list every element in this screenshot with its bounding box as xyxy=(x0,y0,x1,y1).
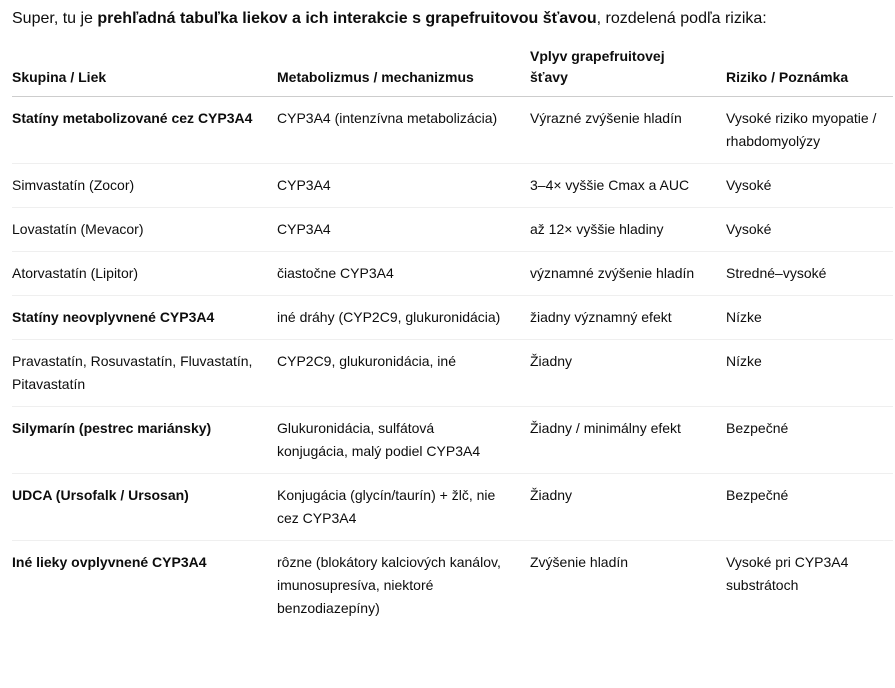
table-row xyxy=(12,340,893,407)
table-cell-effect: Žiadny xyxy=(530,340,726,407)
column-header-metabolism: Metabolizmus / mechanizmus xyxy=(277,40,530,97)
table-header-row xyxy=(12,40,893,97)
table-cell-effect: 3–4× vyššie Cmax a AUC xyxy=(530,164,726,208)
table-cell-risk: Bezpečné xyxy=(726,407,893,474)
table-cell-effect: Zvýšenie hladín xyxy=(530,554,629,570)
table-cell-group: Simvastatín (Zocor) xyxy=(12,164,277,208)
table-cell-group: Statíny neovplyvnené CYP3A4 xyxy=(12,296,277,340)
table-row xyxy=(12,164,893,208)
table-cell-metabolism: CYP3A4 xyxy=(277,208,530,252)
table-cell-effect: Žiadny xyxy=(530,474,726,541)
table-cell-metabolism: Konjugácia (glycín/taurín) + žlč, nie cez CYP3A4 xyxy=(277,474,530,541)
table-cell-group: UDCA (Ursofalk / Ursosan) xyxy=(12,474,277,541)
table-cell-effect: Výrazné zvýšenie hladín xyxy=(530,97,726,164)
table-cell-risk: Bezpečné xyxy=(726,474,893,541)
table-cell-group: Silymarín (pestrec mariánsky) xyxy=(12,407,277,474)
table-row xyxy=(12,97,893,164)
table-cell-risk: Stredné–vysoké xyxy=(726,252,893,296)
table-cell-group: Atorvastatín (Lipitor) xyxy=(12,252,277,296)
table-row xyxy=(12,252,893,296)
table-cell-risk: Vysoké xyxy=(726,208,893,252)
table-cell-metabolism: CYP3A4 (intenzívna metabolizácia) xyxy=(277,97,530,164)
table-cell-effect: až 12× vyššie hladiny xyxy=(530,208,726,252)
intro-suffix: , rozdelená podľa rizika: xyxy=(596,10,767,27)
drug-interaction-table xyxy=(12,40,893,630)
intro-paragraph xyxy=(12,7,893,31)
table-cell-group: Lovastatín (Mevacor) xyxy=(12,208,277,252)
table-cell-effect: Žiadny / minimálny efekt xyxy=(530,407,726,474)
table-cell-metabolism: iné dráhy (CYP2C9, glukuronidácia) xyxy=(277,296,530,340)
table-row xyxy=(12,407,893,474)
table-row xyxy=(12,296,893,340)
table-cell-group: Iné lieky ovplyvnené CYP3A4 xyxy=(12,554,207,570)
table-cell-risk: Vysoké riziko myopatie / rhabdomyolýzy xyxy=(726,97,893,164)
intro-bold-phrase: prehľadná tabuľka liekov a ich interakcie s grapefruitovou šťavou xyxy=(97,10,597,27)
table-cell-metabolism: čiastočne CYP3A4 xyxy=(277,252,530,296)
intro-prefix: Super, tu je xyxy=(12,10,98,27)
table-cell-risk: Vysoké pri CYP3A4 substrátoch xyxy=(726,554,849,593)
table-cell-risk: Vysoké xyxy=(726,164,893,208)
table-cell-metabolism: CYP2C9, glukuronidácia, iné xyxy=(277,340,530,407)
table-row xyxy=(12,541,893,631)
table-cell-group: Pravastatín, Rosuvastatín, Fluvastatín, Pitavastatín xyxy=(12,340,277,407)
column-header-group-drug: Skupina / Liek xyxy=(12,40,277,97)
column-header-risk-note: Riziko / Poznámka xyxy=(726,40,893,97)
table-cell-metabolism: Glukuronidácia, sulfátová konjugácia, malý podiel CYP3A4 xyxy=(277,407,530,474)
column-header-grapefruit-effect: Vplyv grapefruitovej šťavy xyxy=(530,40,726,97)
table-cell-effect: významné zvýšenie hladín xyxy=(530,252,726,296)
table-row xyxy=(12,208,893,252)
table-cell-risk: Nízke xyxy=(726,296,893,340)
table-cell-group: Statíny metabolizované cez CYP3A4 xyxy=(12,97,277,164)
table-cell-effect: žiadny významný efekt xyxy=(530,296,726,340)
table-row xyxy=(12,474,893,541)
table-cell-metabolism: rôzne (blokátory kalciových kanálov, imunosupresíva, niektoré benzodiazepíny) xyxy=(277,554,501,616)
table-cell-risk: Nízke xyxy=(726,340,893,407)
table-cell-metabolism: CYP3A4 xyxy=(277,164,530,208)
